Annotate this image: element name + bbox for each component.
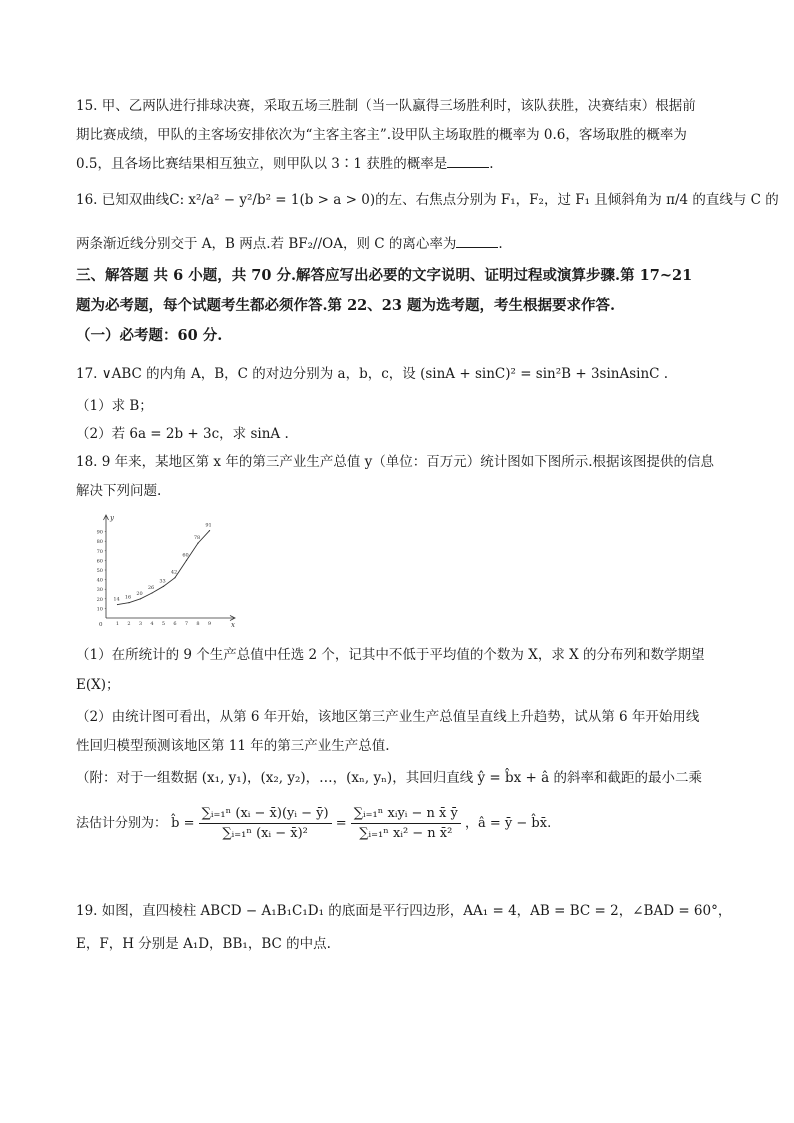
data-label: 33 xyxy=(159,578,166,585)
q18-sub-1-line-2: E(X)； xyxy=(76,677,120,693)
data-label: 26 xyxy=(147,585,155,592)
q17-line-1: 17. ∨ABC 的内角 A，B，C 的对边分别为 a，b，c，设 (sinA + sinC)² = sin²B + 3sinAsinC . xyxy=(76,366,669,382)
data-point xyxy=(186,560,187,561)
q16-line-1 xyxy=(76,190,779,210)
data-point xyxy=(151,592,152,593)
data-label: 14 xyxy=(113,596,120,603)
series-line xyxy=(118,531,210,605)
x-tick-label: 4 xyxy=(150,621,154,627)
x-tick-label: 1 xyxy=(115,621,120,627)
data-point xyxy=(128,602,129,603)
fraction-2-denominator: ∑ᵢ₌₁ⁿ xᵢ² − n x̄² xyxy=(359,826,453,841)
q15-line-1: 15. 甲、乙两队进行排球决赛，采取五场三胜制（当一队赢得三场胜利时，该队获胜，决赛结束）根据前 xyxy=(76,98,696,114)
equals-sign: = xyxy=(335,816,347,831)
data-label: 78 xyxy=(193,535,201,542)
fraction-2-numerator: ∑ᵢ₌₁ⁿ xᵢyᵢ − n x̄ ȳ xyxy=(351,806,461,824)
q15-line-3: 0.5，且各场比赛结果相互独立，则甲队以 3∶1 获胜的概率是 . xyxy=(76,156,494,172)
data-label: 42 xyxy=(170,569,178,576)
q19-line-2: E，F，H 分别是 A₁D，BB₁，BC 的中点. xyxy=(76,936,331,952)
hyperbola-equation: C: x²/a² − y²/b² = 1(b > a > 0) xyxy=(169,192,376,208)
a-hat-formula: ，â = ȳ − b̂x̄. xyxy=(465,816,552,831)
q16-line-2-text: 两条渐近线分别交于 A，B 两点.若 BF₂//OA，则 C 的离心率为 xyxy=(76,236,457,252)
q18-note-line-1: （附：对于一组数据 (x₁, y₁)，(x₂, y₂)，…，(xₙ, yₙ)，其回归直线 ŷ = b̂x + â 的斜率和截距的最小二乘 xyxy=(76,770,702,786)
y-tick-label: 30 xyxy=(96,587,103,594)
b-hat-label: b̂ = xyxy=(171,816,195,831)
q16-line-2: 两条渐近线分别交于 A，B 两点.若 BF₂//OA，则 C 的离心率为 . xyxy=(76,236,503,252)
data-label: 60 xyxy=(182,552,189,559)
data-point xyxy=(140,598,141,599)
data-point xyxy=(117,604,118,605)
x-tick-label: 3 xyxy=(138,621,143,627)
chart-data-labels xyxy=(113,523,211,603)
fraction-1-denominator: ∑ᵢ₌₁ⁿ (xᵢ − x̄)² xyxy=(222,826,308,841)
x-tick-label: 2 xyxy=(127,621,131,627)
q15-line-3-text: 0.5，且各场比赛结果相互独立，则甲队以 3∶1 获胜的概率是 xyxy=(76,156,448,172)
y-tick-label: 20 xyxy=(96,596,103,603)
y-tick-label: 80 xyxy=(96,539,103,546)
section-3-line-1: 三、解答题 共 6 小题，共 70 分.解答应写出必要的文字说明、证明过程或演算步骤.第 17~21 xyxy=(76,267,693,284)
answer-blank xyxy=(456,235,498,248)
y-tick-label: 50 xyxy=(96,568,103,574)
data-point xyxy=(209,530,210,531)
y-tick-label: 70 xyxy=(96,548,103,555)
x-tick-label: 9 xyxy=(207,621,212,627)
fraction-1-numerator: ∑ᵢ₌₁ⁿ (xᵢ − x̄)(yᵢ − ȳ) xyxy=(199,806,332,824)
q18-sub-1-line-1: （1）在所统计的 9 个生产总值中任选 2 个，记其中不低于平均值的个数为 X，求 X 的分布列和数学期望 xyxy=(76,647,705,663)
fraction-2 xyxy=(351,806,461,841)
x-tick-label: 8 xyxy=(196,621,200,627)
regression-formula xyxy=(76,806,551,841)
data-point xyxy=(163,586,164,587)
q17-sub-2: （2）若 6a = 2b + 3c，求 sinA . xyxy=(76,426,289,442)
chart-axes xyxy=(96,514,235,629)
q16-line-1-rest: 的左、右焦点分别为 F₁，F₂，过 F₁ 且倾斜角为 π/4 的直线与 C 的 xyxy=(375,192,779,208)
q19-line-1: 19. 如图，直四棱柱 ABCD − A₁B₁C₁D₁ 的底面是平行四边形，AA₁ = 4，AB = BC = 2，∠BAD = 60°， xyxy=(76,903,732,919)
x-axis-label: x xyxy=(231,621,235,629)
data-label: 20 xyxy=(136,590,143,597)
q18-line-2: 解决下列问题. xyxy=(76,483,162,499)
x-tick-label: 5 xyxy=(161,621,166,627)
y-tick-label: 90 xyxy=(96,529,103,536)
data-label: 91 xyxy=(205,522,212,529)
y-tick-label: 10 xyxy=(96,606,103,613)
q16-intro: 16. 已知双曲线 xyxy=(76,192,170,208)
formula-prefix: 法估计分别为： xyxy=(76,816,168,831)
q18-line-1: 18. 9 年来，某地区第 x 年的第三产业生产总值 y（单位：百万元）统计图如下图所示.根据该图提供的信息 xyxy=(76,454,715,470)
data-label: 16 xyxy=(124,594,132,601)
y-tick-label: 40 xyxy=(96,577,103,584)
q17-sub-1: （1）求 B； xyxy=(76,398,153,414)
q18-sub-2-line-1: （2）由统计图可看出，从第 6 年开始，该地区第三产业生产总值呈直线上升趋势，试从第 6 年开始用线 xyxy=(76,709,700,725)
x-tick-label: 6 xyxy=(173,621,177,627)
q15-line-2: 期比赛成绩，甲队的主客场安排依次为“主客主客主”.设甲队主场取胜的概率为 0.6，客场取胜的概率为 xyxy=(76,127,687,143)
section-3-line-3: （一）必考题：60 分. xyxy=(76,327,223,344)
chart-ticks xyxy=(97,530,211,627)
data-point xyxy=(197,543,198,544)
q18-sub-2-line-2: 性回归模型预测该地区第 11 年的第三产业生产总值. xyxy=(76,738,390,754)
answer-blank xyxy=(447,155,489,168)
gdp-line-chart xyxy=(92,512,242,629)
x-tick-label: 7 xyxy=(184,621,189,627)
y-tick-label: 60 xyxy=(96,558,103,565)
fraction-1 xyxy=(199,806,332,841)
data-point xyxy=(174,577,175,578)
y-axis-label: y xyxy=(110,514,114,522)
origin-label: 0 xyxy=(99,622,103,628)
section-3-line-2: 题为必考题，每个试题考生都必须作答.第 22、23 题为选考题，考生根据要求作答. xyxy=(76,297,616,314)
